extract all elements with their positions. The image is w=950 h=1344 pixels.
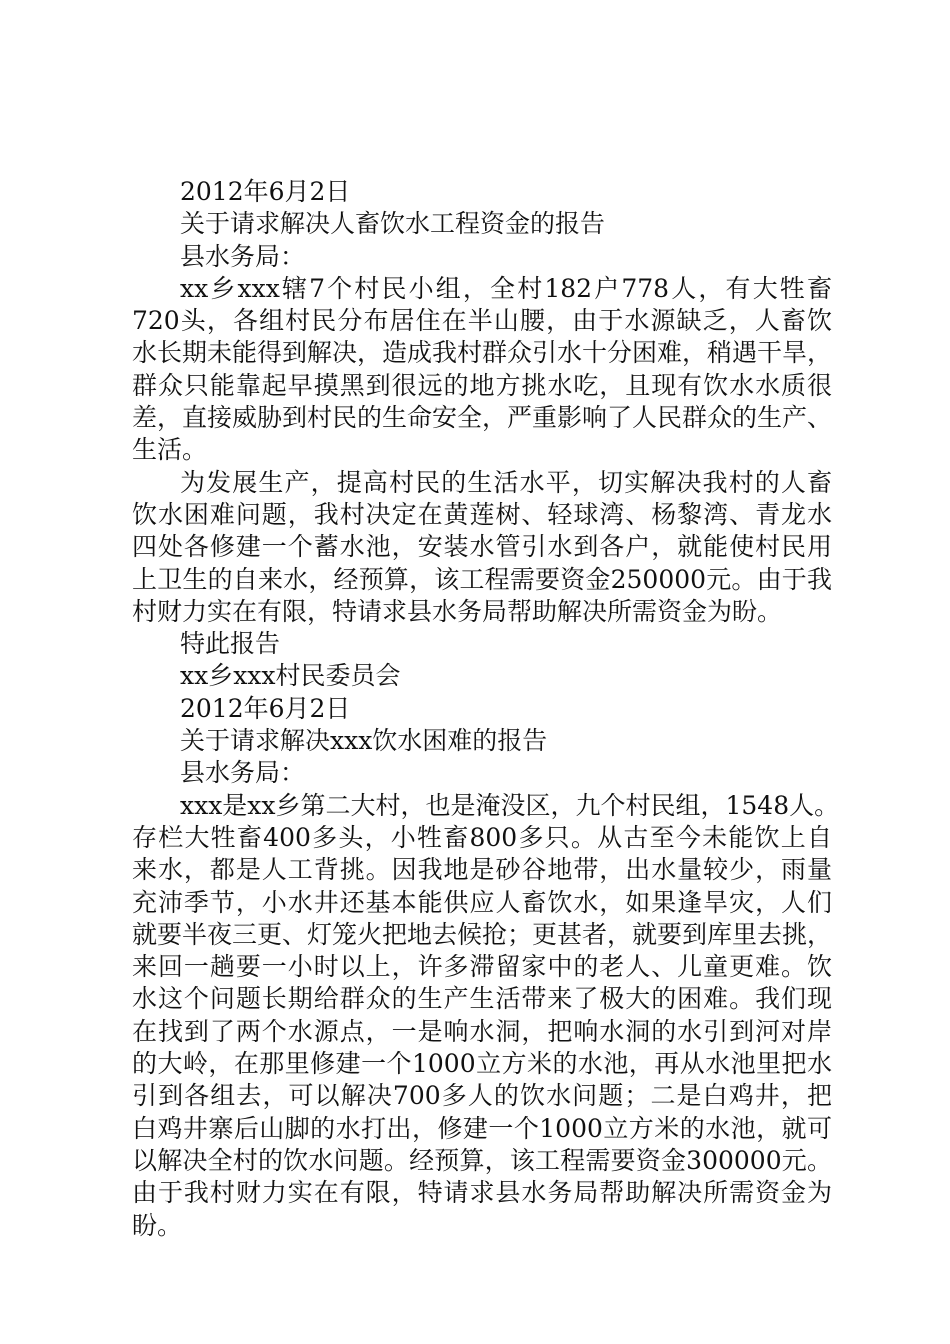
paragraph-line: 720头，各组村民分布居住在半山腰，由于水源缺乏，人畜饮 [132,306,832,336]
paragraph-line: 差，直接威胁到村民的生命安全，严重影响了人民群众的生产、 [132,403,833,433]
report-title: 关于请求解决人畜饮水工程资金的报告 [180,209,606,239]
paragraph-line: 为发展生产，提高村民的生活水平，切实解决我村的人畜 [180,467,832,497]
paragraph-line: 水这个问题长期给群众的生产生活带来了极大的困难。我们现 [132,984,832,1014]
date-line: 2012年6月2日 [180,693,351,723]
paragraph-line: 由于我村财力实在有限，特请求县水务局帮助解决所需资金为 [132,1178,832,1208]
paragraph-line: 村财力实在有限，特请求县水务局帮助解决所需资金为盼。 [132,596,783,626]
closing-line: 特此报告 [180,629,281,659]
paragraph [132,273,832,467]
paragraph-line: 就要半夜三更、灯笼火把地去候抢；更甚者，就要到库里去挑， [132,919,833,949]
paragraph-line: 盼。 [132,1210,183,1240]
paragraph-line: 来回一趟要一小时以上，许多滞留家中的老人、儿童更难。饮 [132,952,832,982]
paragraph-line: 上卫生的自来水，经预算，该工程需要资金250000元。由于我 [132,564,832,594]
paragraph-line: 的大岭，在那里修建一个1000立方米的水池，再从水池里把水 [132,1049,832,1079]
report-title: 关于请求解决xxx饮水困难的报告 [180,726,548,756]
paragraph-line: xxx是xx乡第二大村，也是淹没区，九个村民组，1548人。 [180,790,840,820]
recipient-line: 县水务局： [180,758,306,788]
paragraph-line: 在找到了两个水源点，一是响水洞，把响水洞的水引到河对岸 [132,1016,832,1046]
paragraph-line: 生活。 [132,435,208,465]
paragraph [132,790,840,1242]
recipient-line: 县水务局： [180,241,306,271]
paragraph-line: 水长期未能得到解决，造成我村群众引水十分困难，稍遇干旱， [132,338,833,368]
signature-line: xx乡xxx村民委员会 [180,661,401,691]
paragraph-line: 充沛季节，小水井还基本能供应人畜饮水，如果逢旱灾，人们 [132,887,832,917]
paragraph-line: xx乡xxx辖7个村民小组，全村182户778人，有大牲畜 [180,273,832,303]
paragraph-line: 群众只能靠起早摸黑到很远的地方挑水吃，且现有饮水水质很 [132,370,832,400]
paragraph-line: 四处各修建一个蓄水池，安装水管引水到各户，就能使村民用 [132,532,832,562]
paragraph-line: 以解决全村的饮水问题。经预算，该工程需要资金300000元。 [132,1145,832,1175]
paragraph-line: 存栏大牲畜400多头，小牲畜800多只。从古至今未能饮上自 [132,822,832,852]
paragraph-line: 白鸡井寨后山脚的水打出，修建一个1000立方米的水池，就可 [132,1113,832,1143]
paragraph-line: 饮水困难问题，我村决定在黄莲树、轻球湾、杨黎湾、青龙水 [132,499,832,529]
document-body [132,176,840,1242]
paragraph-line: 引到各组去，可以解决700多人的饮水问题；二是白鸡井，把 [132,1081,832,1111]
paragraph-line: 来水，都是人工背挑。因我地是砂谷地带，出水量较少，雨量 [132,855,832,885]
date-line: 2012年6月2日 [180,177,351,206]
paragraph [132,467,832,628]
